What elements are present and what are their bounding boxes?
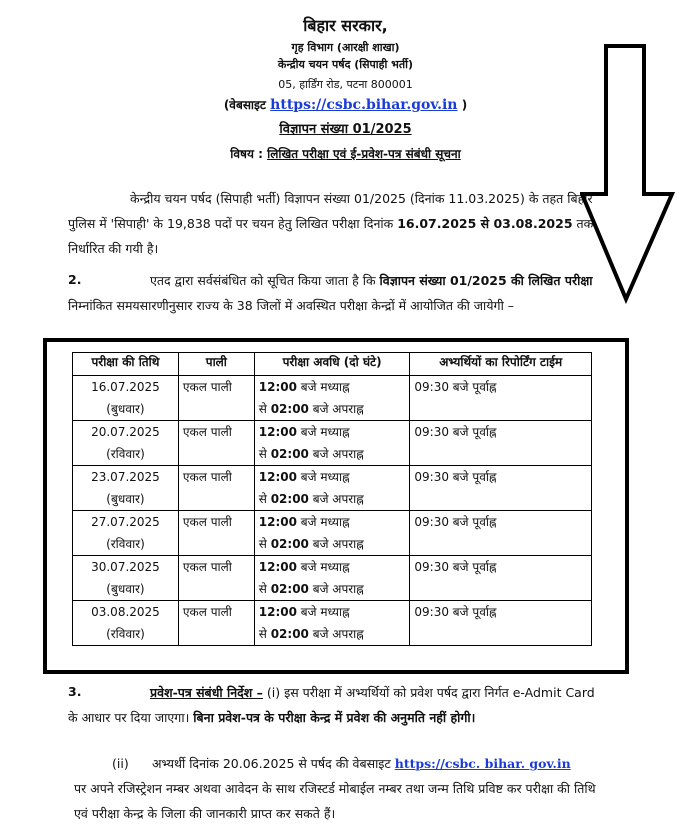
table-header-row — [73, 353, 592, 376]
cell-duration: 12:00 बजे मध्याह्न से 02:00 बजे अपराह्न — [254, 376, 410, 421]
subject-prefix: विषय : — [230, 147, 263, 161]
paragraph-2: एतद द्वारा सर्वसंबंधित को सूचित किया जाता है कि विज्ञापन संख्या 01/2025 की लिखित परीक्षा निम्नांकित समयसारणीनुसार राज्य के 38 जिलों में अवस्थित परीक्षा केन्द्रों में आयोजित की जायेगी – — [68, 273, 593, 313]
cell-reporting: 09:30 बजे पूर्वाह्न — [410, 556, 592, 601]
section-3-number: 3. — [68, 684, 82, 699]
cell-duration: 12:00 बजे मध्याह्न से 02:00 बजे अपराह्न — [254, 466, 410, 511]
table-row — [73, 556, 592, 601]
header-address: 05, हार्डिंग रोड, पटना 800001 — [278, 78, 413, 91]
cell-date: 03.08.2025 (रविवार) — [73, 601, 179, 646]
cell-shift: एकल पाली — [178, 376, 254, 421]
header-reporting-time: अभ्यर्थियों का रिपोर्टिंग टाईम — [410, 353, 592, 376]
cell-reporting: 09:30 बजे पूर्वाह्न — [410, 511, 592, 556]
section-2-number: 2. — [68, 272, 82, 287]
cell-shift: एकल पाली — [178, 421, 254, 466]
header-exam-date: परीक्षा की तिथि — [73, 353, 179, 376]
paragraph-3: प्रवेश-पत्र संबंधी निर्देश – (i) इस परीक्षा में अभ्यर्थियों को प्रवेश पर्षद द्वारा निर्गत e-Admit Card के आधार पर दिया जाएगा। बिना प्रवेश-पत्र के परीक्षा केन्द्र में प्रवेश की अनुमति नहीं होगी। — [68, 685, 595, 725]
exam-schedule-table — [72, 352, 592, 646]
website-link[interactable]: https://csbc.bihar.gov.in — [270, 97, 458, 113]
header-duration: परीक्षा अवधि (दो घंटे) — [254, 353, 410, 376]
cell-shift: एकल पाली — [178, 511, 254, 556]
header-board: केन्द्रीय चयन पर्षद (सिपाही भर्ती) — [277, 58, 414, 71]
website-prefix: (वेबसाइट — [223, 98, 266, 112]
down-arrow-icon — [580, 44, 676, 304]
table-row — [73, 511, 592, 556]
cell-date: 23.07.2025 (बुधवार) — [73, 466, 179, 511]
advertisement-number: विज्ञापन संख्या 01/2025 — [279, 122, 412, 137]
cell-reporting: 09:30 बजे पूर्वाह्न — [410, 601, 592, 646]
cell-date: 27.07.2025 (रविवार) — [73, 511, 179, 556]
table-row — [73, 421, 592, 466]
cell-shift: एकल पाली — [178, 466, 254, 511]
header-shift: पाली — [178, 353, 254, 376]
cell-date: 16.07.2025 (बुधवार) — [73, 376, 179, 421]
cell-duration: 12:00 बजे मध्याह्न से 02:00 बजे अपराह्न — [254, 601, 410, 646]
cell-reporting: 09:30 बजे पूर्वाह्न — [410, 376, 592, 421]
header-govt: बिहार सरकार, — [303, 16, 388, 35]
csbc-website-link[interactable]: https://csbc. bihar. gov.in — [394, 756, 571, 771]
cell-duration: 12:00 बजे मध्याह्न से 02:00 बजे अपराह्न — [254, 556, 410, 601]
website-suffix: ) — [461, 98, 468, 112]
cell-duration: 12:00 बजे मध्याह्न से 02:00 बजे अपराह्न — [254, 421, 410, 466]
header-dept: गृह विभाग (आरक्षी शाखा) — [291, 41, 400, 54]
paragraph-1: केन्द्रीय चयन पर्षद (सिपाही भर्ती) विज्ञापन संख्या 01/2025 (दिनांक 11.03.2025) के तहत बिहार पुलिस में 'सिपाही' के 19,838 पदों पर चयन हेतु लिखित परीक्षा दिनांक 16.07.2025 से 03.08.2025 तक निर्धारित की गयी है। — [68, 191, 594, 256]
cell-date: 20.07.2025 (रविवार) — [73, 421, 179, 466]
subject-text: लिखित परीक्षा एवं ई-प्रवेश-पत्र संबंधी सूचना — [267, 147, 461, 161]
paragraph-4: (ii) अभ्यर्थी दिनांक 20.06.2025 से पर्षद की वेबसाइट https://csbc. bihar. gov.in पर अपने रजिस्ट्रेशन नम्बर अथवा आवेदन के साथ रजिस्टर्ड मोबाईल नम्बर तथा जन्म तिथि प्रविष्ट कर परीक्षा की तिथि एवं परीक्षा केन्द्र के जिला की जानकारी प्राप्त कर सकते हैं। — [74, 751, 598, 826]
cell-shift: एकल पाली — [178, 601, 254, 646]
table-row — [73, 601, 592, 646]
table-row — [73, 466, 592, 511]
para4-number: (ii) — [112, 756, 129, 771]
table-row — [73, 376, 592, 421]
cell-duration: 12:00 बजे मध्याह्न से 02:00 बजे अपराह्न — [254, 511, 410, 556]
cell-date: 30.07.2025 (बुधवार) — [73, 556, 179, 601]
cell-shift: एकल पाली — [178, 556, 254, 601]
cell-reporting: 09:30 बजे पूर्वाह्न — [410, 466, 592, 511]
cell-reporting: 09:30 बजे पूर्वाह्न — [410, 421, 592, 466]
